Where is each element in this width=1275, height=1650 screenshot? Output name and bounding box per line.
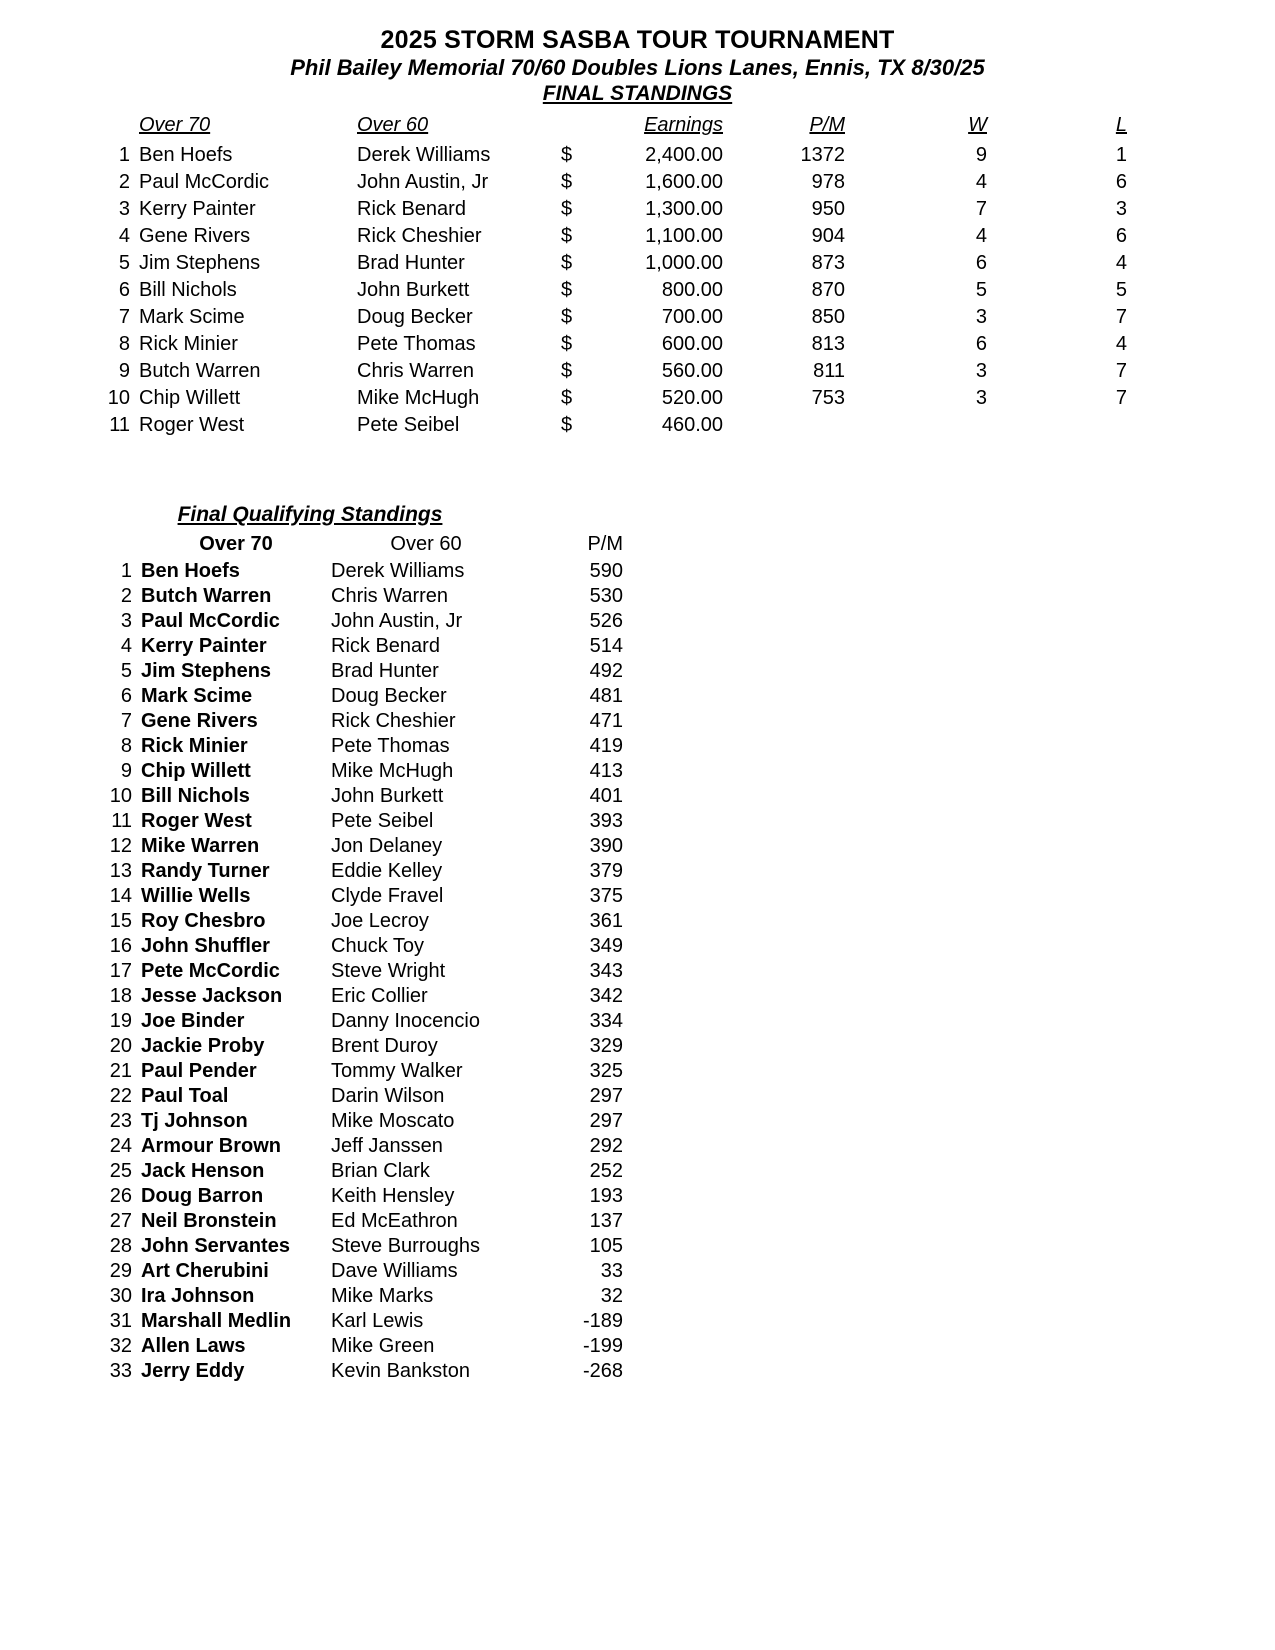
table-row <box>96 1160 623 1185</box>
cell-rank: 19 <box>109 1009 132 1032</box>
cell-earnings: 1,600.00 <box>645 170 723 193</box>
col-header-earnings: Earnings <box>644 113 723 136</box>
cell-losses: 3 <box>1115 197 1127 220</box>
cell-earnings: 2,400.00 <box>645 143 723 166</box>
qual-col-header-over70: Over 70 <box>199 532 273 555</box>
qualifying-standings-heading: Final Qualifying Standings <box>177 502 443 526</box>
page-title: 2025 STORM SASBA TOUR TOURNAMENT <box>380 26 895 54</box>
table-row <box>96 1060 623 1085</box>
table-row <box>96 985 623 1010</box>
cell-wins: 3 <box>975 359 987 382</box>
cell-over70: Butch Warren <box>141 584 272 607</box>
table-row <box>96 560 623 585</box>
table-row <box>96 910 623 935</box>
cell-currency: $ <box>561 359 573 382</box>
cell-rank: 3 <box>118 197 130 220</box>
cell-pm: 33 <box>600 1259 623 1282</box>
cell-pm: 343 <box>589 959 623 982</box>
cell-over60: Jon Delaney <box>331 834 443 857</box>
cell-pm: 413 <box>589 759 623 782</box>
cell-pm: 530 <box>589 584 623 607</box>
cell-over70: Bill Nichols <box>139 278 237 301</box>
cell-pm: 873 <box>811 251 845 274</box>
cell-over70: Paul McCordic <box>141 609 280 632</box>
cell-currency: $ <box>561 143 573 166</box>
cell-over60: Doug Becker <box>331 684 447 707</box>
cell-pm: 393 <box>589 809 623 832</box>
cell-rank: 31 <box>109 1309 132 1332</box>
col-header-l: L <box>1115 113 1127 136</box>
cell-rank: 24 <box>109 1134 132 1157</box>
cell-pm: -199 <box>582 1334 623 1357</box>
cell-over70: Jerry Eddy <box>141 1359 245 1382</box>
cell-over60: Tommy Walker <box>331 1059 463 1082</box>
qualifying-standings-section <box>0 533 1275 1385</box>
cell-losses <box>1015 414 1145 441</box>
cell-pm: 811 <box>813 359 845 382</box>
cell-pm: 342 <box>589 984 623 1007</box>
cell-currency: $ <box>561 332 573 355</box>
cell-rank: 6 <box>118 278 130 301</box>
cell-rank: 4 <box>120 634 132 657</box>
cell-rank: 3 <box>120 609 132 632</box>
cell-pm: 105 <box>589 1234 623 1257</box>
cell-over60: Chris Warren <box>357 359 475 382</box>
table-row <box>96 860 623 885</box>
table-row <box>96 1185 623 1210</box>
final-standings-header-row <box>96 114 1145 144</box>
cell-over70: Ben Hoefs <box>141 559 240 582</box>
qual-col-header-over60: Over 60 <box>390 532 462 555</box>
cell-pm: 514 <box>589 634 623 657</box>
table-row <box>96 960 623 985</box>
cell-over60: Danny Inocencio <box>331 1009 480 1032</box>
cell-over60: Pete Thomas <box>357 332 476 355</box>
cell-over70: Allen Laws <box>141 1334 246 1357</box>
cell-earnings: 1,100.00 <box>645 224 723 247</box>
cell-rank: 18 <box>109 984 132 1007</box>
cell-pm: 1372 <box>800 143 845 166</box>
cell-rank: 10 <box>109 784 132 807</box>
cell-over60: Jeff Janssen <box>331 1134 443 1157</box>
cell-over70: John Shuffler <box>141 934 270 957</box>
table-row <box>96 414 1145 441</box>
cell-over70: Roy Chesbro <box>141 909 266 932</box>
cell-wins: 4 <box>975 170 987 193</box>
cell-over70: Kerry Painter <box>139 197 256 220</box>
cell-rank: 4 <box>118 224 130 247</box>
cell-rank: 9 <box>118 359 130 382</box>
col-header-over70: Over 70 <box>139 113 211 136</box>
cell-rank: 10 <box>107 386 130 409</box>
table-row <box>96 1310 623 1335</box>
cell-pm: 526 <box>589 609 623 632</box>
cell-over70: Roger West <box>139 413 245 436</box>
cell-rank: 7 <box>118 305 130 328</box>
cell-rank: 11 <box>111 809 132 832</box>
cell-pm: -189 <box>582 1309 623 1332</box>
table-row <box>96 1335 623 1360</box>
cell-over70: Willie Wells <box>141 884 251 907</box>
cell-over60: Doug Becker <box>357 305 473 328</box>
cell-over70: Joe Binder <box>141 1009 245 1032</box>
cell-over70: Paul McCordic <box>139 170 270 193</box>
cell-pm: 978 <box>811 170 845 193</box>
cell-currency: $ <box>561 386 573 409</box>
cell-over60: Pete Thomas <box>331 734 450 757</box>
cell-rank: 2 <box>120 584 132 607</box>
cell-over70: Armour Brown <box>141 1134 281 1157</box>
table-row <box>96 333 1145 360</box>
cell-over70: Jim Stephens <box>141 659 272 682</box>
cell-over70: Paul Toal <box>141 1084 229 1107</box>
table-row <box>96 1285 623 1310</box>
qualifying-standings-body <box>96 560 623 1385</box>
cell-rank: 2 <box>118 170 130 193</box>
table-row <box>96 935 623 960</box>
cell-wins <box>869 414 1015 441</box>
cell-currency: $ <box>561 224 573 247</box>
cell-pm: 390 <box>589 834 623 857</box>
cell-rank: 27 <box>109 1209 132 1232</box>
cell-currency: $ <box>561 413 573 436</box>
cell-over60: Rick Cheshier <box>331 709 456 732</box>
cell-rank: 25 <box>109 1159 132 1182</box>
cell-rank: 5 <box>120 659 132 682</box>
cell-over60: Chuck Toy <box>331 934 425 957</box>
cell-rank: 14 <box>109 884 132 907</box>
cell-over70: Mark Scime <box>141 684 253 707</box>
cell-pm: 492 <box>589 659 623 682</box>
cell-pm: 325 <box>589 1059 623 1082</box>
cell-losses: 7 <box>1115 386 1127 409</box>
cell-pm: 32 <box>600 1284 623 1307</box>
cell-earnings: 560.00 <box>661 359 723 382</box>
table-row <box>96 1135 623 1160</box>
cell-rank: 21 <box>109 1059 132 1082</box>
cell-currency: $ <box>561 197 573 220</box>
cell-over60: Joe Lecroy <box>331 909 429 932</box>
cell-over70: Mark Scime <box>139 305 245 328</box>
cell-rank: 16 <box>109 934 132 957</box>
cell-pm: 870 <box>811 278 845 301</box>
table-row <box>96 810 623 835</box>
cell-pm: 753 <box>811 386 845 409</box>
cell-over70: Jack Henson <box>141 1159 265 1182</box>
cell-pm: 349 <box>589 934 623 957</box>
qualifying-header-row <box>96 533 623 560</box>
table-row <box>96 885 623 910</box>
table-row <box>96 279 1145 306</box>
cell-pm: 813 <box>811 332 845 355</box>
table-row <box>96 660 623 685</box>
cell-pm: 252 <box>589 1159 623 1182</box>
cell-wins: 9 <box>975 143 987 166</box>
cell-wins: 6 <box>975 332 987 355</box>
cell-rank: 26 <box>109 1184 132 1207</box>
table-row <box>96 198 1145 225</box>
cell-over60: Rick Cheshier <box>357 224 482 247</box>
cell-pm: 481 <box>589 684 623 707</box>
cell-over60: Mike McHugh <box>357 386 480 409</box>
page-subtitle: Phil Bailey Memorial 70/60 Doubles Lions Lanes, Ennis, TX 8/30/25 <box>290 55 985 80</box>
cell-over70: Gene Rivers <box>141 709 258 732</box>
table-row <box>96 1035 623 1060</box>
cell-earnings: 600.00 <box>661 332 723 355</box>
table-row <box>96 1110 623 1135</box>
cell-pm: 471 <box>589 709 623 732</box>
qualifying-standings-table <box>96 533 623 1385</box>
cell-pm: 137 <box>589 1209 623 1232</box>
cell-over60: John Austin, Jr <box>357 170 489 193</box>
cell-over60: Kevin Bankston <box>331 1359 470 1382</box>
table-row <box>96 785 623 810</box>
table-row <box>96 387 1145 414</box>
final-standings-section <box>0 114 1275 441</box>
document-header <box>0 0 1275 106</box>
cell-over60: Brian Clark <box>331 1159 430 1182</box>
cell-pm: 401 <box>589 784 623 807</box>
cell-losses: 4 <box>1115 332 1127 355</box>
cell-losses: 1 <box>1115 143 1127 166</box>
table-row <box>96 360 1145 387</box>
cell-over70: Doug Barron <box>141 1184 264 1207</box>
table-row <box>96 1210 623 1235</box>
cell-pm <box>723 414 869 441</box>
cell-over60: Dave Williams <box>331 1259 458 1282</box>
cell-rank: 7 <box>120 709 132 732</box>
cell-rank: 29 <box>109 1259 132 1282</box>
cell-over60: Brad Hunter <box>357 251 465 274</box>
cell-wins: 7 <box>975 197 987 220</box>
cell-pm: 904 <box>811 224 845 247</box>
final-standings-heading: FINAL STANDINGS <box>542 81 733 105</box>
cell-over70: Ira Johnson <box>141 1284 255 1307</box>
final-standings-table <box>96 114 1145 441</box>
cell-rank: 32 <box>109 1334 132 1357</box>
table-row <box>96 835 623 860</box>
cell-over60: Rick Benard <box>357 197 466 220</box>
cell-over60: Keith Hensley <box>331 1184 455 1207</box>
cell-over70: Rick Minier <box>141 734 248 757</box>
table-row <box>96 225 1145 252</box>
table-row <box>96 144 1145 171</box>
cell-over60: Karl Lewis <box>331 1309 424 1332</box>
cell-over70: Bill Nichols <box>141 784 250 807</box>
final-standings-body <box>96 144 1145 441</box>
table-row <box>96 1235 623 1260</box>
cell-over60: Chris Warren <box>331 584 449 607</box>
cell-rank: 15 <box>109 909 132 932</box>
cell-over70: Pete McCordic <box>141 959 280 982</box>
table-row <box>96 1010 623 1035</box>
cell-pm: 375 <box>589 884 623 907</box>
cell-currency: $ <box>561 170 573 193</box>
cell-earnings: 520.00 <box>661 386 723 409</box>
cell-over60: John Austin, Jr <box>331 609 463 632</box>
cell-pm: 297 <box>589 1084 623 1107</box>
cell-over70: Roger West <box>141 809 252 832</box>
cell-earnings: 800.00 <box>661 278 723 301</box>
cell-earnings: 700.00 <box>661 305 723 328</box>
cell-pm: 950 <box>811 197 845 220</box>
cell-over70: Gene Rivers <box>139 224 251 247</box>
qual-col-header-pm: P/M <box>587 532 623 555</box>
table-row <box>96 1085 623 1110</box>
cell-losses: 6 <box>1115 170 1127 193</box>
table-row <box>96 760 623 785</box>
cell-rank: 22 <box>109 1084 132 1107</box>
cell-rank: 11 <box>109 413 130 436</box>
cell-wins: 3 <box>975 305 987 328</box>
cell-over60: Rick Benard <box>331 634 440 657</box>
cell-rank: 17 <box>109 959 132 982</box>
table-row <box>96 1260 623 1285</box>
cell-rank: 23 <box>109 1109 132 1132</box>
cell-over70: Butch Warren <box>139 359 261 382</box>
cell-over70: Rick Minier <box>139 332 238 355</box>
cell-over60: Brent Duroy <box>331 1034 438 1057</box>
cell-over70: Tj Johnson <box>141 1109 248 1132</box>
cell-over70: John Servantes <box>141 1234 290 1257</box>
cell-losses: 5 <box>1115 278 1127 301</box>
cell-over70: Jesse Jackson <box>141 984 283 1007</box>
cell-over60: Steve Burroughs <box>331 1234 480 1257</box>
cell-rank: 5 <box>118 251 130 274</box>
cell-pm: 850 <box>811 305 845 328</box>
table-row <box>96 171 1145 198</box>
cell-over70: Art Cherubini <box>141 1259 269 1282</box>
cell-over60: Steve Wright <box>331 959 446 982</box>
qualifying-standings-heading-wrap <box>0 503 620 527</box>
cell-over60: Mike Green <box>331 1334 435 1357</box>
cell-losses: 4 <box>1115 251 1127 274</box>
cell-over60: Pete Seibel <box>331 809 434 832</box>
cell-pm: 379 <box>589 859 623 882</box>
cell-rank: 1 <box>120 559 132 582</box>
cell-rank: 30 <box>109 1284 132 1307</box>
cell-over60: Pete Seibel <box>357 413 460 436</box>
table-row <box>96 735 623 760</box>
cell-pm: 329 <box>589 1034 623 1057</box>
cell-pm: 419 <box>589 734 623 757</box>
cell-over70: Neil Bronstein <box>141 1209 277 1232</box>
cell-rank: 13 <box>109 859 132 882</box>
cell-over70: Paul Pender <box>141 1059 257 1082</box>
cell-losses: 7 <box>1115 359 1127 382</box>
cell-earnings: 1,300.00 <box>645 197 723 220</box>
cell-earnings: 1,000.00 <box>645 251 723 274</box>
table-row <box>96 1360 623 1385</box>
cell-rank: 33 <box>109 1359 132 1382</box>
cell-over70: Kerry Painter <box>141 634 267 657</box>
cell-over70: Ben Hoefs <box>139 143 233 166</box>
cell-wins: 5 <box>975 278 987 301</box>
cell-over60: Mike Marks <box>331 1284 434 1307</box>
cell-over70: Mike Warren <box>141 834 260 857</box>
cell-currency: $ <box>561 278 573 301</box>
cell-losses: 7 <box>1115 305 1127 328</box>
cell-over60: Mike McHugh <box>331 759 454 782</box>
cell-over60: Ed McEathron <box>331 1209 458 1232</box>
cell-over70: Jackie Proby <box>141 1034 265 1057</box>
table-row <box>96 635 623 660</box>
table-row <box>96 585 623 610</box>
cell-rank: 28 <box>109 1234 132 1257</box>
cell-rank: 8 <box>118 332 130 355</box>
cell-wins: 4 <box>975 224 987 247</box>
cell-over60: Derek Williams <box>357 143 491 166</box>
cell-over70: Chip Willett <box>139 386 241 409</box>
qual-col-header-rank <box>96 533 141 560</box>
cell-over60: Eric Collier <box>331 984 428 1007</box>
cell-currency: $ <box>561 305 573 328</box>
cell-over60: Brad Hunter <box>331 659 439 682</box>
cell-pm: 193 <box>589 1184 623 1207</box>
cell-over60: Eddie Kelley <box>331 859 443 882</box>
col-header-rank <box>96 114 139 144</box>
col-header-currency <box>561 114 605 144</box>
cell-rank: 8 <box>120 734 132 757</box>
cell-rank: 9 <box>120 759 132 782</box>
cell-over60: Clyde Fravel <box>331 884 444 907</box>
cell-wins: 3 <box>975 386 987 409</box>
cell-rank: 1 <box>118 143 130 166</box>
col-header-over60: Over 60 <box>357 113 429 136</box>
cell-pm: -268 <box>582 1359 623 1382</box>
col-header-pm: P/M <box>809 113 845 136</box>
table-row <box>96 710 623 735</box>
cell-currency: $ <box>561 251 573 274</box>
cell-over70: Jim Stephens <box>139 251 261 274</box>
cell-pm: 361 <box>589 909 623 932</box>
cell-wins: 6 <box>975 251 987 274</box>
table-row <box>96 685 623 710</box>
table-row <box>96 306 1145 333</box>
cell-rank: 12 <box>109 834 132 857</box>
cell-over60: Derek Williams <box>331 559 465 582</box>
cell-over60: Darin Wilson <box>331 1084 445 1107</box>
cell-earnings: 460.00 <box>661 413 723 436</box>
cell-pm: 334 <box>589 1009 623 1032</box>
cell-pm: 297 <box>589 1109 623 1132</box>
cell-over60: John Burkett <box>331 784 444 807</box>
cell-pm: 590 <box>589 559 623 582</box>
col-header-w: W <box>968 113 987 136</box>
cell-over60: Mike Moscato <box>331 1109 455 1132</box>
cell-pm: 292 <box>589 1134 623 1157</box>
cell-over70: Randy Turner <box>141 859 270 882</box>
cell-losses: 6 <box>1115 224 1127 247</box>
cell-rank: 20 <box>109 1034 132 1057</box>
cell-over70: Chip Willett <box>141 759 251 782</box>
table-row <box>96 252 1145 279</box>
cell-over70: Marshall Medlin <box>141 1309 292 1332</box>
cell-over60: John Burkett <box>357 278 470 301</box>
cell-rank: 6 <box>120 684 132 707</box>
table-row <box>96 610 623 635</box>
